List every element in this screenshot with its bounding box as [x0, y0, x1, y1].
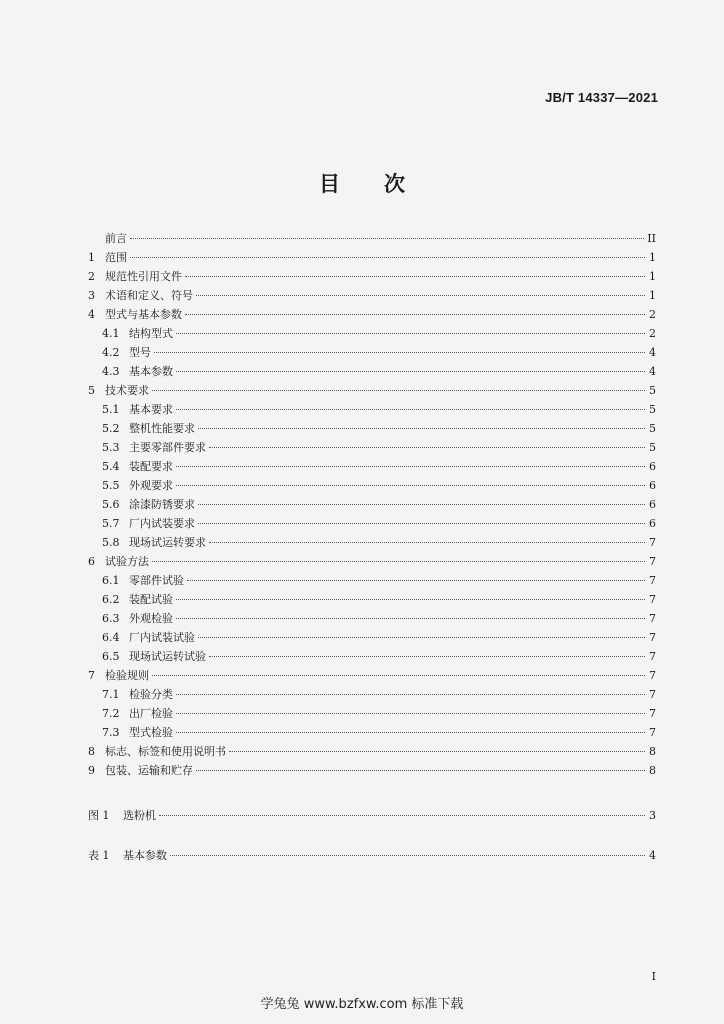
toc-entry-page: 2 — [649, 327, 656, 340]
toc-entry-page: 5 — [649, 422, 656, 435]
toc-dot-leader — [196, 769, 645, 771]
toc-entry-page: 8 — [649, 764, 656, 777]
toc-entry-label: 结构型式 — [129, 327, 173, 340]
toc-entry[interactable] — [88, 846, 656, 865]
toc-entry-page: 7 — [649, 669, 656, 682]
toc-entry-number: 4.2 — [102, 346, 120, 359]
toc-entry[interactable] — [88, 457, 656, 476]
toc-entry-label: 技术要求 — [105, 384, 149, 397]
toc-entry-number: 5 — [88, 384, 95, 397]
toc-dot-leader — [176, 693, 645, 695]
toc-entry-page: 5 — [649, 441, 656, 454]
toc-entry-page: 7 — [649, 726, 656, 739]
toc-entry[interactable] — [88, 806, 656, 825]
toc-dot-leader — [152, 389, 645, 391]
toc-entry-label: 零部件试验 — [129, 574, 184, 587]
toc-entry[interactable] — [88, 609, 656, 628]
toc-dot-leader — [176, 408, 645, 410]
toc-entry[interactable] — [88, 685, 656, 704]
toc-entry-page: 2 — [649, 308, 656, 321]
toc-dot-leader — [176, 712, 645, 714]
toc-entry[interactable] — [88, 552, 656, 571]
toc-entry-number: 5.7 — [102, 517, 120, 530]
toc-entry-label: 主要零部件要求 — [129, 441, 206, 454]
toc-entry-number: 表 1 — [88, 849, 110, 862]
toc-entry-label: 装配试验 — [129, 593, 173, 606]
toc-entry[interactable] — [88, 761, 656, 780]
toc-entry-number: 5.8 — [102, 536, 120, 549]
toc-entry-page: 5 — [649, 403, 656, 416]
toc-dot-leader — [152, 674, 645, 676]
toc-dot-leader — [229, 750, 645, 752]
toc-entry-page: 1 — [649, 270, 656, 283]
toc-entry-number: 3 — [88, 289, 95, 302]
toc-entry-number: 5.2 — [102, 422, 120, 435]
toc-entry-number: 6 — [88, 555, 95, 568]
toc-entry[interactable] — [88, 400, 656, 419]
toc-entry-page: 1 — [649, 251, 656, 264]
toc-dot-leader — [130, 256, 645, 258]
toc-dot-leader — [176, 617, 645, 619]
toc-dot-leader — [176, 484, 645, 486]
toc-entry-number: 7 — [88, 669, 95, 682]
toc-entry-number: 5.4 — [102, 460, 120, 473]
toc-entry[interactable] — [88, 267, 656, 286]
toc-entry-page: 4 — [649, 346, 656, 359]
toc-entry-label: 型式与基本参数 — [105, 308, 182, 321]
toc-dot-leader — [176, 731, 645, 733]
toc-entry-label: 基本要求 — [129, 403, 173, 416]
toc-entry-label: 术语和定义、符号 — [105, 289, 193, 302]
toc-entry-number: 4.1 — [102, 327, 120, 340]
toc-entry-label: 出厂检验 — [129, 707, 173, 720]
toc-dot-leader — [209, 446, 645, 448]
toc-entry-label: 厂内试装要求 — [129, 517, 195, 530]
toc-entry-number: 1 — [88, 251, 95, 264]
toc-entry-number: 6.1 — [102, 574, 120, 587]
toc-entry-page: 7 — [649, 593, 656, 606]
toc-entry-number: 4 — [88, 308, 95, 321]
toc-entry-page: 7 — [649, 555, 656, 568]
toc-entry-page: 7 — [649, 574, 656, 587]
toc-entry[interactable] — [88, 286, 656, 305]
toc-entry-number: 5.6 — [102, 498, 120, 511]
toc-entry-label: 标志、标签和使用说明书 — [105, 745, 226, 758]
toc-entry-label: 型式检验 — [129, 726, 173, 739]
toc-entry-page: 7 — [649, 631, 656, 644]
toc-entry-number: 6.2 — [102, 593, 120, 606]
toc-entry-number: 7.3 — [102, 726, 120, 739]
toc-entry-page: 6 — [649, 460, 656, 473]
toc-dot-leader — [198, 427, 645, 429]
toc-entry-label: 包装、运输和贮存 — [105, 764, 193, 777]
toc-entry-label: 涂漆防锈要求 — [129, 498, 195, 511]
toc-entry[interactable] — [88, 628, 656, 647]
toc-dot-leader — [198, 636, 645, 638]
toc-dot-leader — [176, 598, 645, 600]
toc-entry-page: II — [647, 232, 656, 245]
toc-entry[interactable] — [88, 533, 656, 552]
toc-entry-page: 7 — [649, 707, 656, 720]
toc-entry[interactable] — [88, 305, 656, 324]
toc-figure-list — [88, 806, 656, 825]
toc-entry-page: 5 — [649, 384, 656, 397]
toc-entry[interactable] — [88, 324, 656, 343]
toc-entry[interactable] — [88, 381, 656, 400]
table-of-contents — [88, 229, 656, 865]
toc-entry-label: 现场试运转要求 — [129, 536, 206, 549]
toc-dot-leader — [176, 465, 645, 467]
toc-entry-number: 2 — [88, 270, 95, 283]
toc-entry-label: 型号 — [129, 346, 151, 359]
toc-entry-number: 7.1 — [102, 688, 120, 701]
toc-entry[interactable] — [88, 419, 656, 438]
toc-entry-page: 6 — [649, 498, 656, 511]
toc-entry-number: 5.5 — [102, 479, 120, 492]
toc-entry-label: 整机性能要求 — [129, 422, 195, 435]
toc-entry[interactable] — [88, 495, 656, 514]
toc-dot-leader — [152, 560, 645, 562]
toc-entry-page: 7 — [649, 688, 656, 701]
toc-entry-page: 8 — [649, 745, 656, 758]
toc-entry-number: 5.1 — [102, 403, 120, 416]
toc-dot-leader — [209, 655, 645, 657]
toc-entry[interactable] — [88, 229, 656, 248]
toc-entry[interactable] — [88, 742, 656, 761]
toc-dot-leader — [130, 237, 644, 239]
toc-entry[interactable] — [88, 590, 656, 609]
toc-dot-leader — [187, 579, 645, 581]
page-title: 目次 — [319, 171, 449, 196]
toc-dot-leader — [170, 854, 645, 856]
toc-main-list — [88, 229, 656, 780]
toc-entry[interactable] — [88, 666, 656, 685]
toc-dot-leader — [176, 370, 645, 372]
toc-entry-page: 6 — [649, 479, 656, 492]
toc-entry[interactable] — [88, 362, 656, 381]
toc-entry[interactable] — [88, 248, 656, 267]
toc-dot-leader — [185, 313, 645, 315]
toc-entry-number: 4.3 — [102, 365, 120, 378]
toc-dot-leader — [209, 541, 645, 543]
toc-entry[interactable] — [88, 571, 656, 590]
toc-entry-number: 6.5 — [102, 650, 120, 663]
toc-entry-number: 7.2 — [102, 707, 120, 720]
toc-entry-label: 检验规则 — [105, 669, 149, 682]
toc-dot-leader — [159, 814, 645, 816]
toc-entry-number: 6.3 — [102, 612, 120, 625]
toc-dot-leader — [198, 522, 645, 524]
toc-entry-number: 8 — [88, 745, 95, 758]
toc-entry-label: 选粉机 — [123, 809, 156, 822]
toc-table-list — [88, 846, 656, 865]
toc-entry[interactable] — [88, 343, 656, 362]
toc-entry-page: 7 — [649, 536, 656, 549]
toc-dot-leader — [154, 351, 645, 353]
toc-entry-number: 9 — [88, 764, 95, 777]
toc-entry-number: 图 1 — [88, 809, 110, 822]
toc-entry[interactable] — [88, 704, 656, 723]
toc-entry-page: 4 — [649, 849, 656, 862]
toc-entry-page: 7 — [649, 612, 656, 625]
toc-dot-leader — [176, 332, 645, 334]
toc-dot-leader — [198, 503, 645, 505]
toc-entry[interactable] — [88, 647, 656, 666]
toc-entry-label: 外观要求 — [129, 479, 173, 492]
toc-entry-page: 3 — [649, 809, 656, 822]
standard-code: JB/T 14337—2021 — [545, 90, 658, 105]
toc-entry-label: 检验分类 — [129, 688, 173, 701]
toc-entry[interactable] — [88, 514, 656, 533]
toc-entry-page: 7 — [649, 650, 656, 663]
toc-entry-label: 外观检验 — [129, 612, 173, 625]
toc-entry[interactable] — [88, 476, 656, 495]
toc-entry-label: 厂内试装试验 — [129, 631, 195, 644]
toc-entry-number: 5.3 — [102, 441, 120, 454]
watermark-text: 学兔兔 www.bzfxw.com 标准下载 — [260, 997, 464, 1012]
toc-entry-page: 4 — [649, 365, 656, 378]
toc-entry-page: 6 — [649, 517, 656, 530]
toc-entry-label: 规范性引用文件 — [105, 270, 182, 283]
toc-entry[interactable] — [88, 438, 656, 457]
toc-entry-label: 前言 — [105, 232, 127, 245]
toc-entry[interactable] — [88, 723, 656, 742]
page-number: I — [651, 970, 656, 983]
toc-entry-label: 基本参数 — [129, 365, 173, 378]
toc-entry-label: 基本参数 — [123, 849, 167, 862]
toc-entry-label: 装配要求 — [129, 460, 173, 473]
toc-entry-label: 现场试运转试验 — [129, 650, 206, 663]
toc-dot-leader — [185, 275, 645, 277]
toc-entry-label: 范围 — [105, 251, 127, 264]
toc-entry-number: 6.4 — [102, 631, 120, 644]
toc-entry-label: 试验方法 — [105, 555, 149, 568]
toc-entry-page: 1 — [649, 289, 656, 302]
toc-dot-leader — [196, 294, 645, 296]
